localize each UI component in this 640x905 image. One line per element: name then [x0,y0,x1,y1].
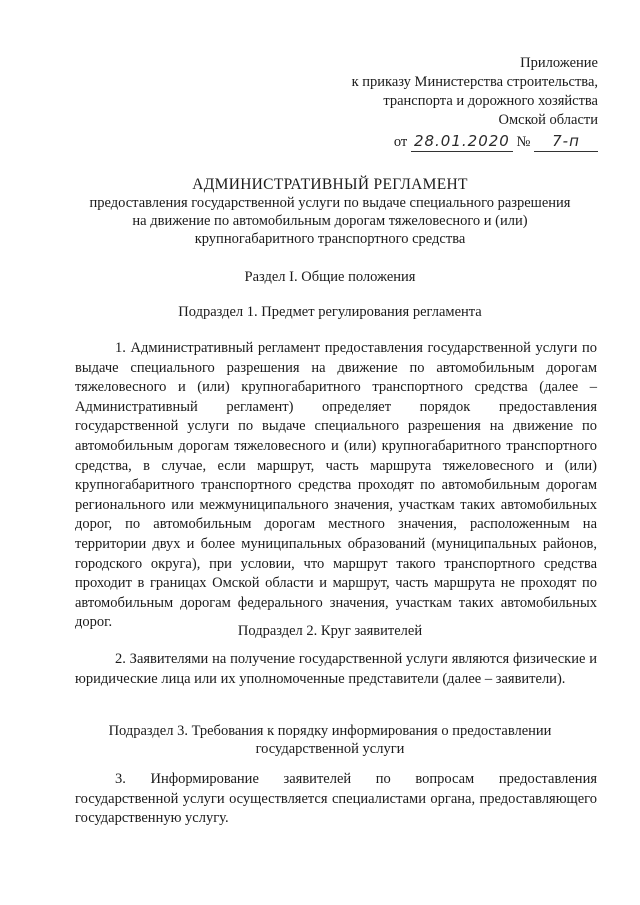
document-title-block [60,176,600,248]
annex-date-line [298,132,598,152]
document-title: АДМИНИСТРАТИВНЫЙ РЕГЛАМЕНТ [192,176,468,193]
annex-region-line: Омской области [498,112,598,128]
handwritten-date: 28.01.2020 [411,132,513,152]
number-label: № [516,134,531,150]
paragraph-2: 2. Заявителями на получение государственной услуги являются физические и юридические лица или их уполномоченные представители (далее – заявители). [75,651,597,687]
paragraph-3: 3. Информирование заявителей по вопросам предоставления государственной услуги осуществляется специалистами органа, предоставляющего государственную услугу. [75,771,597,827]
annex-order-line: к приказу Министерства строительства, [351,74,598,90]
document-subtitle-line-3: крупногабаритного транспортного средства [194,231,466,247]
document-subtitle-line-1: предоставления государственной услуги по выдаче специального разрешения [89,195,571,211]
annex-title: Приложение [520,55,598,71]
document-subtitle-line-2: на движение по автомобильным дорогам тяжеловесного и (или) [132,213,528,229]
paragraph-1: 1. Административный регламент предоставления государственной услуги по выдаче специального разрешения на движение по автомобильным дорогам тяжеловесного и (или) крупногабаритного транспортного средства (далее – Административный регламент) определяет порядок предоставления государственной услуги по выдаче специального разрешения на движение по автомобильным дорогам тяжеловесного и (или) крупногабаритного транспортного средства, в случае, если маршрут, часть маршрута тяжеловесного и (или) крупногабаритного транспортного средства проходят по автомобильным дорогам регионального или межмуниципального значения, участкам таких автомобильных дорог, по автомобильным дорогам местного значения, расположенным на территории двух и более муниципальных образований (муниципальных районов, городского округа), при условии, что маршрут такого транспортного средства проходит в границах Омской области и маршрут, часть маршрута не проходят по автомобильным дорогам федерального значения, участкам таких автомобильных дорог. [75,340,597,631]
annex-header [298,54,598,152]
subsection-1-heading: Подраздел 1. Предмет регулирования регламента [178,304,482,320]
section-heading: Раздел I. Общие положения [244,269,416,285]
date-label: от [393,134,408,150]
annex-ministry-line: транспорта и дорожного хозяйства [383,93,598,109]
subsection-3-heading: Подраздел 3. Требования к порядку информирования о предоставлении государственной услуги [108,723,552,757]
handwritten-number: 7-п [534,132,598,152]
subsection-2-heading: Подраздел 2. Круг заявителей [237,623,423,639]
